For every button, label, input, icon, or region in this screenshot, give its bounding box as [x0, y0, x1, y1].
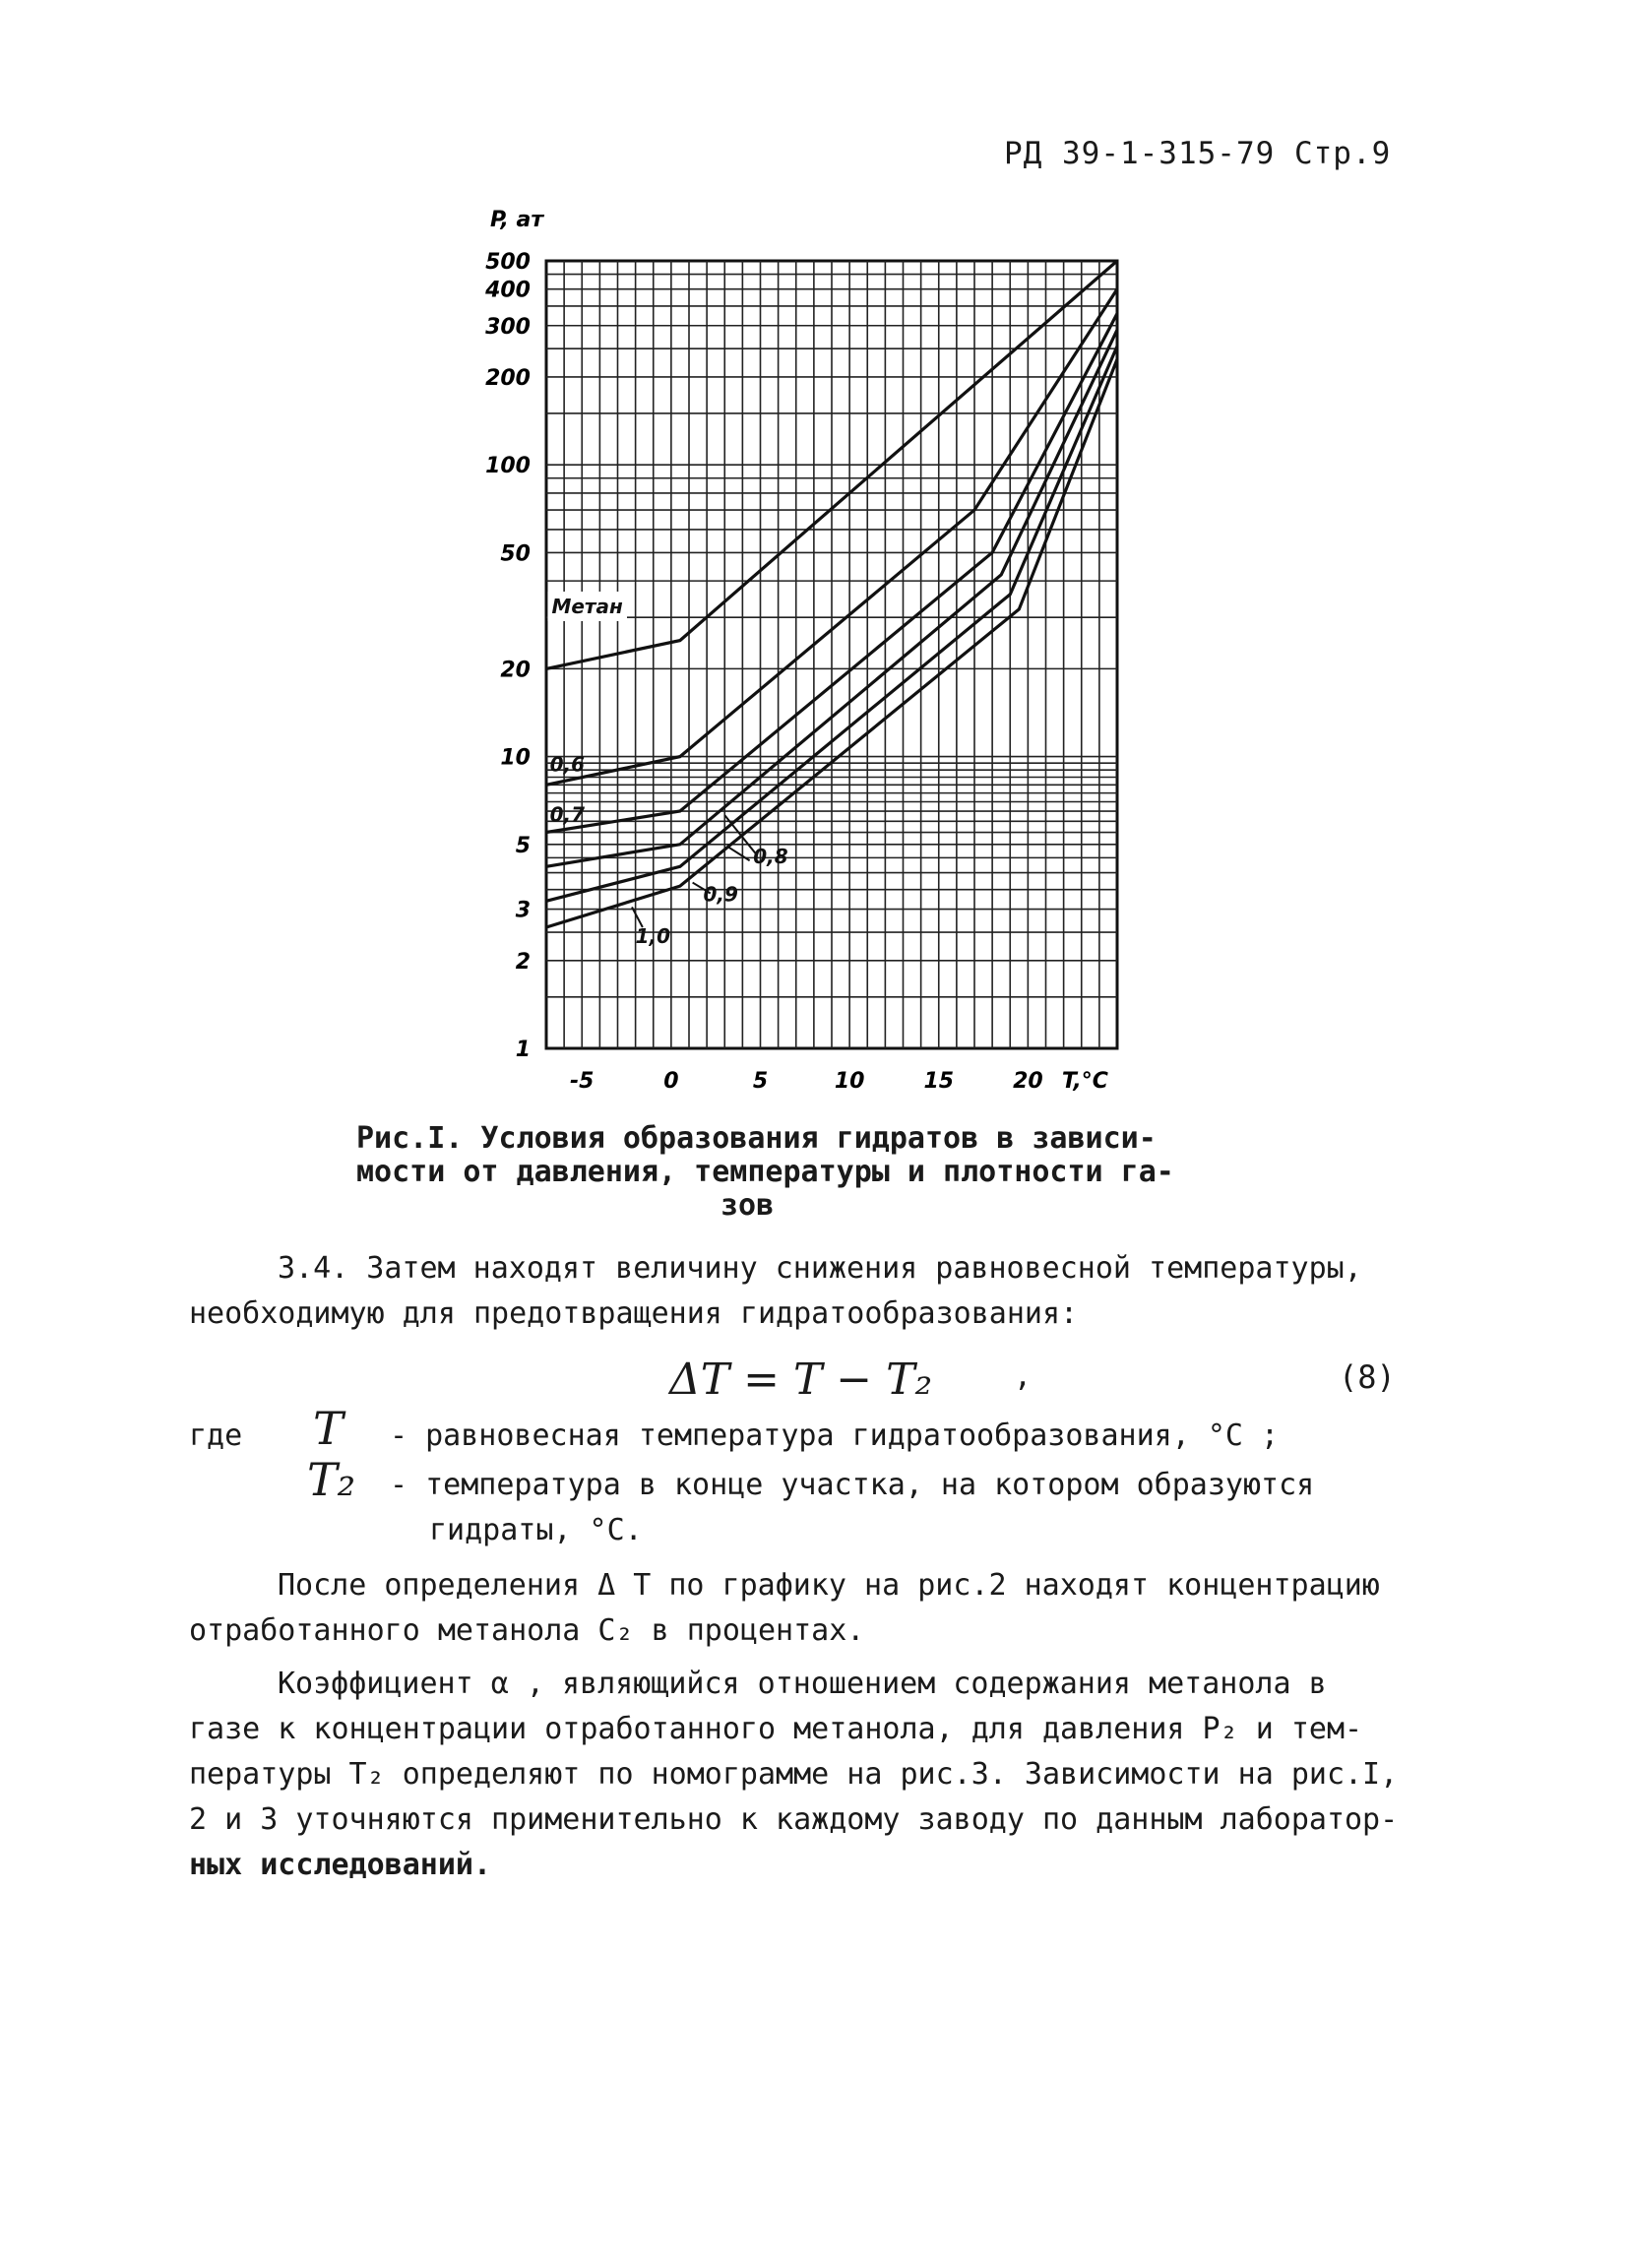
para3-line1: Коэффициент α , являющийся отношением содержания метанола в	[278, 1667, 1327, 1701]
para2-line1: После определения Δ T по графику на рис.2 находят концентрацию	[278, 1568, 1380, 1603]
series-label: 0,8	[753, 845, 788, 869]
series-label: 1,0	[635, 923, 671, 948]
series-label: 0,7	[549, 802, 586, 827]
para2-line2: отработанного метанола C₂ в процентах.	[189, 1613, 865, 1648]
para3-line3: пературы T₂ определяют по номограмме на рис.3. Зависимости на рис.I,	[189, 1757, 1399, 1792]
para1-line1: 3.4. Затем находят величину снижения равновесной температуры,	[278, 1251, 1362, 1286]
caption-line-2: мости от давления, температуры и плотности га-	[356, 1155, 1174, 1189]
y-tick-label: 200	[485, 365, 531, 391]
caption-line-1: Рис.I. Условия образования гидратов в зависи-	[356, 1121, 1157, 1156]
series-label: Метан	[551, 594, 623, 618]
para3-line5: ных исследований.	[189, 1848, 492, 1882]
y-tick-label: 300	[485, 314, 531, 340]
y-tick-label: 100	[485, 454, 531, 479]
definition-T2: - температура в конце участка, на котором образуются	[390, 1468, 1315, 1502]
x-tick-label: 20	[1013, 1069, 1043, 1094]
x-tick-label: -5	[570, 1069, 595, 1094]
label-leader	[728, 847, 750, 860]
x-tick-label: 0	[663, 1069, 679, 1094]
para3-line4: 2 и 3 уточняются применительно к каждому заводу по данным лаборатор-	[189, 1802, 1399, 1837]
y-tick-label: 10	[500, 745, 531, 771]
formula-comma: ,	[1014, 1359, 1033, 1394]
where-label: где	[189, 1418, 243, 1453]
caption-line-3: зов	[720, 1188, 775, 1223]
x-tick-label: 10	[834, 1069, 865, 1094]
y-tick-label: 400	[485, 278, 531, 303]
y-axis-title: P, ат	[490, 208, 544, 232]
document-reference: РД 39-1-315-79 Стр.9	[1004, 136, 1392, 171]
y-tick-label: 50	[500, 541, 531, 567]
formula: ΔT = T − T₂	[669, 1354, 933, 1405]
y-tick-label: 500	[485, 250, 531, 275]
y-tick-label: 3	[515, 898, 531, 923]
definition-T2-cont: гидраты, °С.	[429, 1513, 643, 1547]
para1-line2: необходимую для предотвращения гидратообразования:	[189, 1296, 1079, 1331]
y-tick-label: 5	[515, 833, 531, 858]
x-tick-label: 15	[923, 1069, 955, 1094]
para3-line2: газе к концентрации отработанного метанола, для давления P₂ и тем-	[189, 1712, 1363, 1746]
y-tick-label: 20	[500, 658, 531, 683]
symbol-T2: T₂	[307, 1453, 356, 1506]
figure-caption	[356, 1122, 1242, 1223]
x-tick-label: 5	[752, 1069, 769, 1094]
x-axis-title: T,°C	[1061, 1069, 1108, 1094]
hydrate-formation-chart	[463, 197, 1152, 1122]
formula-number: (8)	[1339, 1358, 1396, 1396]
series-label: 0,6	[549, 752, 586, 777]
y-tick-label: 2	[515, 949, 531, 975]
definition-T: - равновесная температура гидратообразования, °С ;	[390, 1418, 1280, 1453]
symbol-T: T	[313, 1402, 344, 1455]
series-label: 0,9	[703, 882, 738, 907]
y-tick-label: 1	[515, 1038, 531, 1062]
